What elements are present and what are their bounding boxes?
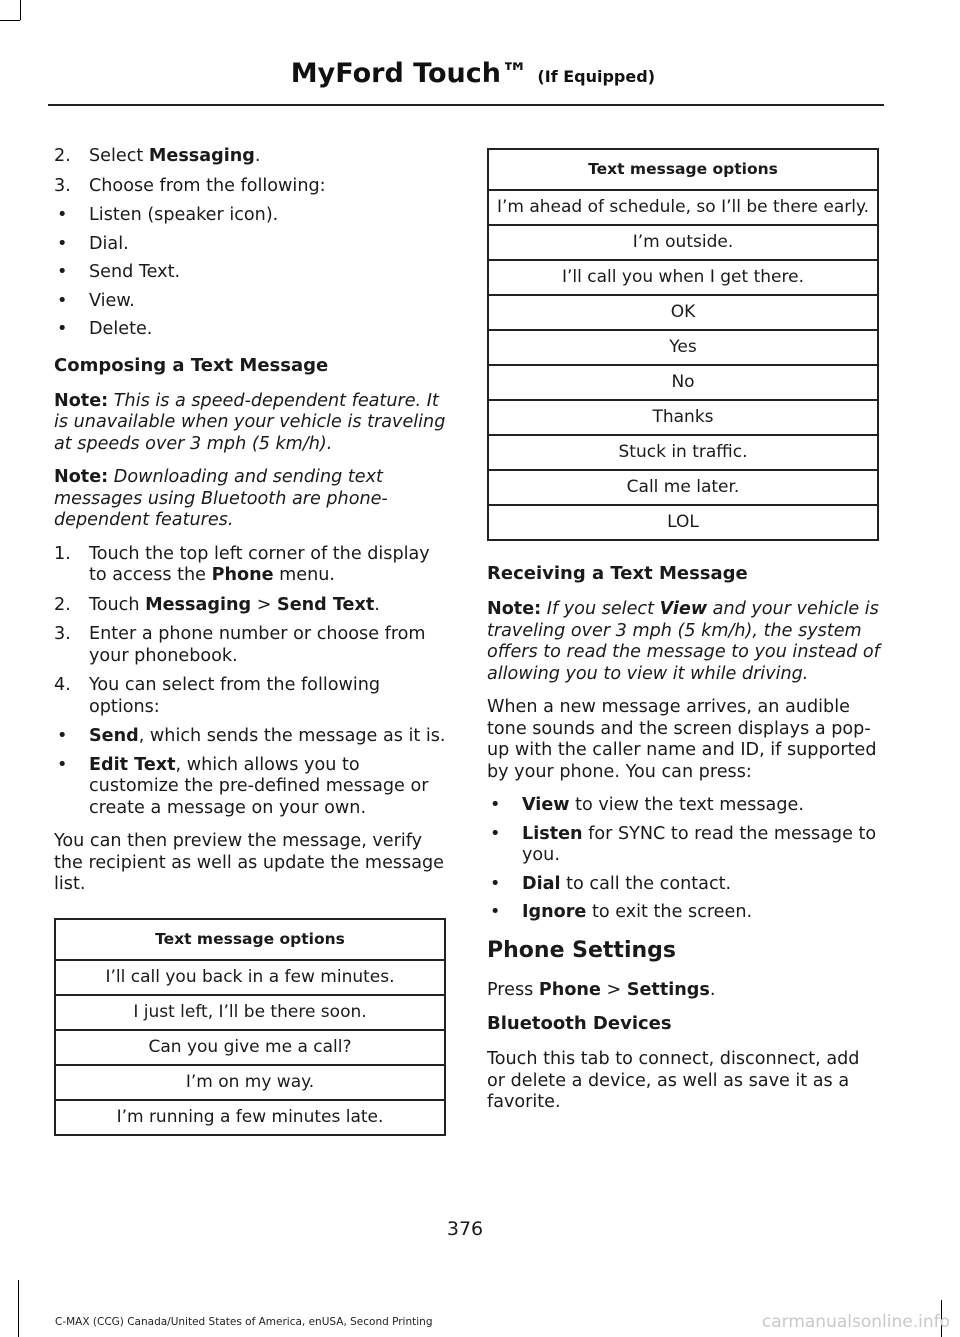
step-select-options — [54, 675, 447, 718]
table-cell: Call me later. — [488, 470, 878, 505]
table-row — [488, 260, 878, 295]
text-options-table-left — [54, 918, 446, 1136]
table-cell: OK — [488, 295, 878, 330]
list-item: • Send Text. — [57, 262, 181, 282]
table-cell: No — [488, 365, 878, 400]
option-bold: Dial — [522, 873, 561, 894]
list-item-text: Delete. — [89, 319, 153, 339]
press-option-dial: • Dial to call the contact. — [490, 873, 732, 894]
step-number: 1. — [54, 543, 71, 564]
option-bold: View — [522, 795, 570, 815]
option-send: • Send, which sends the message as it is. — [57, 726, 446, 746]
table-cell: Can you give me a call? — [55, 1030, 445, 1065]
header-title-text: MyFord Touch™ — [290, 58, 529, 89]
step-text: Choose from the following: — [89, 175, 326, 196]
table-cell: Thanks — [488, 400, 878, 435]
table-row — [488, 330, 878, 365]
note-text: This is a speed-dependent feature. It is unavailable when your vehicle is traveling at speeds over 3 mph (5 km/h). — [54, 390, 446, 454]
watermark: carmanualsonline.info — [761, 1312, 950, 1332]
step-touch-messaging — [54, 595, 447, 617]
step-text: Enter a phone number or choose from your phonebook. — [89, 624, 426, 666]
table-cell: Stuck in traffic. — [488, 435, 878, 470]
page-header-title — [291, 58, 655, 89]
table-row — [488, 225, 878, 260]
text: > — [600, 979, 627, 1000]
step-select-messaging — [54, 146, 447, 168]
option-bold: Ignore — [522, 902, 587, 922]
step-text: menu. — [273, 565, 336, 585]
step-choose — [54, 176, 447, 198]
press-option-view: • View to view the text message. — [490, 795, 804, 815]
note-bluetooth — [54, 467, 447, 532]
step-number: 2. — [54, 594, 71, 615]
step-text: Touch — [89, 594, 146, 615]
table-cell: I’m on my way. — [55, 1065, 445, 1100]
table-row — [488, 190, 878, 225]
list-item: • Dial. — [57, 233, 129, 254]
step-number: 4. — [54, 675, 71, 695]
table-row — [55, 995, 445, 1030]
note-speed — [54, 391, 447, 456]
table-cell: I just left, I’ll be there soon. — [55, 995, 445, 1030]
table-cell: I’m outside. — [488, 225, 878, 260]
option-bold: Send — [89, 726, 139, 746]
table-row — [55, 1100, 445, 1135]
press-phone-settings — [487, 980, 880, 1002]
table-cell: Yes — [488, 330, 878, 365]
list-item: • Listen (speaker icon). — [57, 205, 279, 225]
note-text: If you select — [546, 599, 660, 619]
table-cell: I’ll call you back in a few minutes. — [55, 960, 445, 995]
table-row — [488, 295, 878, 330]
option-bold: Listen — [522, 823, 583, 844]
step-bold: Messaging — [148, 146, 255, 166]
list-item-text: Listen (speaker icon). — [89, 205, 279, 225]
header-rule — [48, 104, 884, 106]
step-bold: Messaging — [145, 594, 252, 615]
option-text: to view the text message. — [569, 795, 804, 815]
table-row — [488, 400, 878, 435]
text: . — [709, 979, 716, 1000]
option-text: to exit the screen. — [586, 902, 753, 922]
note-label: Note: — [54, 390, 109, 411]
table-header: Text message options — [488, 149, 878, 190]
step-number: 2. — [54, 146, 71, 166]
step-text: . — [254, 146, 261, 166]
table-cell: LOL — [488, 505, 878, 540]
left-column — [54, 146, 447, 1136]
arrival-paragraph: When a new message arrives, an audible tone sounds and the screen displays a pop-up with the caller name and ID, if supported by your phone. You can press: — [487, 697, 877, 782]
note-label: Note: — [487, 599, 542, 619]
crop-mark — [20, 0, 21, 20]
list-item: • Delete. — [57, 319, 153, 339]
step-text: Touch the top left corner of the display to access the — [89, 543, 430, 585]
table-row — [488, 470, 878, 505]
right-column — [487, 148, 880, 1126]
bold-text: Settings — [626, 979, 710, 1000]
table-row — [55, 960, 445, 995]
step-bold: Phone — [211, 565, 274, 585]
page-number: 376 — [446, 1218, 484, 1240]
step-text: > — [251, 594, 278, 615]
bluetooth-paragraph: Touch this tab to connect, disconnect, add or delete a device, as well as save it as a favorite. — [487, 1049, 860, 1112]
table-row — [488, 435, 878, 470]
section-heading-receiving: Receiving a Text Message — [487, 563, 748, 584]
step-text: Select — [89, 146, 149, 166]
table-row — [488, 505, 878, 540]
crop-mark — [0, 20, 20, 21]
step-text: You can select from the following options: — [89, 675, 381, 717]
note-text: and your vehicle is traveling over 3 mph (5 km/h), the system offers to read the message to you instead of allowing you to view it while driving. — [487, 599, 880, 684]
preview-paragraph: You can then preview the message, verify the recipient as well as update the message list. — [54, 831, 445, 894]
note-text: Downloading and sending text messages using Bluetooth are phone-dependent features. — [54, 467, 388, 530]
bold-text: Phone — [538, 979, 601, 1000]
list-item-text: Dial. — [89, 233, 129, 254]
list-item-text: Send Text. — [89, 262, 181, 282]
step-touch-corner — [54, 544, 447, 587]
step-number: 3. — [54, 175, 71, 196]
table-row — [488, 365, 878, 400]
list-item-text: View. — [89, 290, 135, 311]
footer-text: C-MAX (CCG) Canada/United States of America, enUSA, Second Printing — [55, 1316, 433, 1328]
option-bold: Edit Text — [89, 754, 176, 775]
section-heading-composing: Composing a Text Message — [54, 354, 329, 376]
step-bold: Send Text — [277, 594, 375, 615]
note-label: Note: — [54, 467, 109, 487]
list-item: • View. — [57, 290, 135, 311]
option-text: for SYNC to read the message to you. — [522, 823, 877, 865]
note-view — [487, 599, 880, 685]
step-number: 3. — [54, 624, 71, 644]
crop-mark — [18, 1280, 19, 1337]
option-text: to call the contact. — [560, 873, 732, 894]
press-option-ignore: • Ignore to exit the screen. — [490, 902, 753, 922]
step-text: . — [374, 594, 380, 615]
table-header: Text message options — [55, 919, 445, 960]
table-cell: I’m ahead of schedule, so I’ll be there early. — [488, 190, 878, 225]
table-row — [55, 1065, 445, 1100]
table-cell: I’m running a few minutes late. — [55, 1100, 445, 1135]
header-subtitle: (If Equipped) — [537, 67, 655, 86]
press-option-listen: • Listen for SYNC to read the message to you. — [490, 823, 877, 865]
option-text: , which sends the message as it is. — [138, 726, 446, 746]
step-enter-number — [54, 624, 447, 667]
table-cell: I’ll call you when I get there. — [488, 260, 878, 295]
section-heading-phone-settings: Phone Settings — [487, 937, 676, 963]
note-bold: View — [659, 599, 708, 619]
option-edit-text: • Edit Text, which allows you to customize the pre-defined message or create a message on your own. — [57, 754, 429, 818]
text: Press — [487, 979, 539, 1000]
option-text: , which allows you to customize the pre-defined message or create a message on your own. — [89, 754, 429, 818]
section-heading-bluetooth: Bluetooth Devices — [487, 1013, 672, 1034]
text-options-table-right — [487, 148, 879, 541]
table-row — [55, 1030, 445, 1065]
